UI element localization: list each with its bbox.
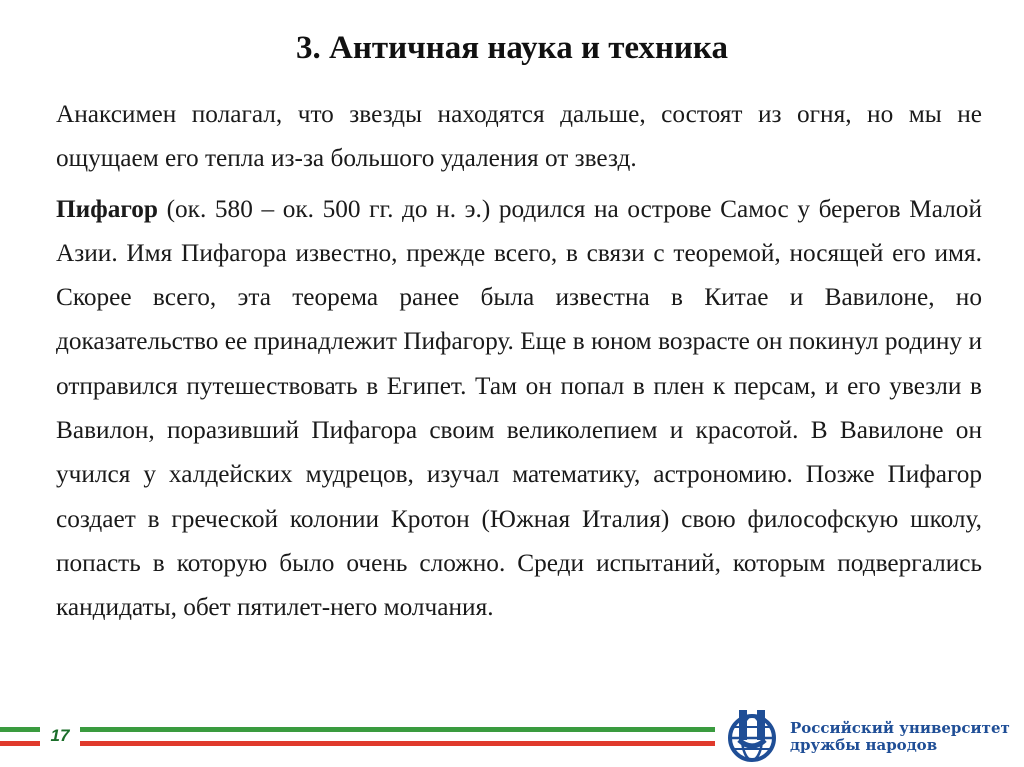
- paragraph-body: (ок. 580 – ок. 500 гг. до н. э.) родился на острове Самос у берегов Малой Азии. Имя Пифагора известно, прежде всего, в связи с теоремой, носящей его имя. Скорее всего, эта теорема ранее была известна в Китае и Вавилоне, но доказательство ее принадлежит Пифагору. Еще в юном возрасте он покинул родину и отправился путешествовать в Египет. Там он попал в плен к персам, и его увезли в Вавилон, поразивший Пифагора своим великолепием и красотой. В Вавилоне он учился у халдейских мудрецов, изучал математику, астрономию. Позже Пифагор создает в греческой колонии Кротон (Южная Италия) свою философскую школу, попасть в которую было очень сложно. Среди испытаний, которым подвергались кандидаты, обет пятилет-него молчания.: [56, 194, 982, 622]
- university-name: [790, 720, 1010, 754]
- page-number: 17: [40, 723, 80, 749]
- paragraph-lead-word: Пифагор: [56, 194, 158, 223]
- footer-red-line: [0, 741, 715, 746]
- university-name-line1: Российский университет: [790, 719, 1010, 737]
- footer-green-line: [0, 727, 715, 732]
- slide-body: [56, 92, 982, 630]
- rudn-globe-logo-icon: [722, 708, 784, 764]
- paragraph-anaximenes: Анаксимен полагал, что звезды находятся дальше, состоят из огня, но мы не ощущаем его тепла из-за большого удаления от звезд.: [56, 100, 982, 173]
- slide-title: 3. Античная наука и техника: [296, 30, 728, 66]
- university-name-line2: дружбы народов: [790, 736, 938, 754]
- paragraph-pythagoras: [56, 187, 982, 630]
